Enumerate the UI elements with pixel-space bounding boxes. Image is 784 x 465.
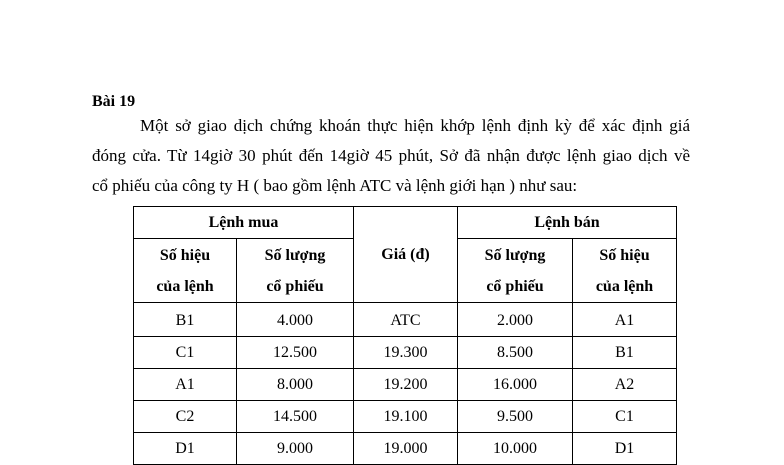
buy-order-no-header: [134, 239, 237, 303]
table-row: [134, 369, 677, 401]
buy-qty-cell: 8.000: [237, 369, 354, 401]
price-cell: 19.200: [354, 369, 458, 401]
buy-orders-header: Lệnh mua: [134, 207, 354, 239]
sell-order-cell: A2: [573, 369, 677, 401]
sell-order-no-header: [573, 239, 677, 303]
sell-orders-header: Lệnh bán: [458, 207, 677, 239]
buy-order-cell: C1: [134, 337, 237, 369]
problem-text-line-3: cổ phiếu của công ty H ( bao gồm lệnh ATC và lệnh giới hạn ) như sau:: [92, 176, 578, 195]
table-row: [134, 433, 677, 465]
price-cell: ATC: [354, 303, 458, 337]
price-cell: 19.100: [354, 401, 458, 433]
sell-qty-cell: 8.500: [458, 337, 573, 369]
table-row: [134, 337, 677, 369]
price-header: Giá (đ): [354, 207, 458, 303]
sell-order-cell: A1: [573, 303, 677, 337]
header-line: của lệnh: [156, 277, 214, 295]
header-line: Số lượng: [484, 246, 546, 264]
exercise-heading: Bài 19: [92, 93, 136, 110]
buy-qty-cell: 12.500: [237, 337, 354, 369]
header-line: cổ phiếu: [486, 277, 544, 295]
buy-order-cell: C2: [134, 401, 237, 433]
sell-qty-cell: 10.000: [458, 433, 573, 465]
buy-order-cell: B1: [134, 303, 237, 337]
sell-quantity-header: [458, 239, 573, 303]
header-line: Số hiệu: [159, 246, 211, 264]
header-line: Số hiệu: [599, 246, 650, 264]
price-cell: 19.000: [354, 433, 458, 465]
price-cell: 19.300: [354, 337, 458, 369]
buy-quantity-header: [237, 239, 354, 303]
sell-order-cell: C1: [573, 401, 677, 433]
table-row: [134, 303, 677, 337]
buy-qty-cell: 4.000: [237, 303, 354, 337]
sell-qty-cell: 2.000: [458, 303, 573, 337]
sell-order-cell: B1: [573, 337, 677, 369]
sell-qty-cell: 9.500: [458, 401, 573, 433]
buy-qty-cell: 14.500: [237, 401, 354, 433]
header-line: của lệnh: [595, 277, 654, 295]
sell-qty-cell: 16.000: [458, 369, 573, 401]
buy-qty-cell: 9.000: [237, 433, 354, 465]
problem-text-line-2: đóng cửa. Từ 14giờ 30 phút đến 14giờ 45 phút, Sở đã nhận được lệnh giao dịch về: [92, 146, 690, 165]
buy-order-cell: D1: [134, 433, 237, 465]
header-line: cổ phiếu: [266, 277, 324, 295]
sell-order-cell: D1: [573, 433, 677, 465]
problem-text-line-1: Một sở giao dịch chứng khoán thực hiện khớp lệnh định kỳ để xác định giá: [140, 116, 690, 135]
table-row: [134, 401, 677, 433]
buy-order-cell: A1: [134, 369, 237, 401]
order-table: [133, 206, 677, 465]
header-line: Số lượng: [264, 246, 326, 264]
